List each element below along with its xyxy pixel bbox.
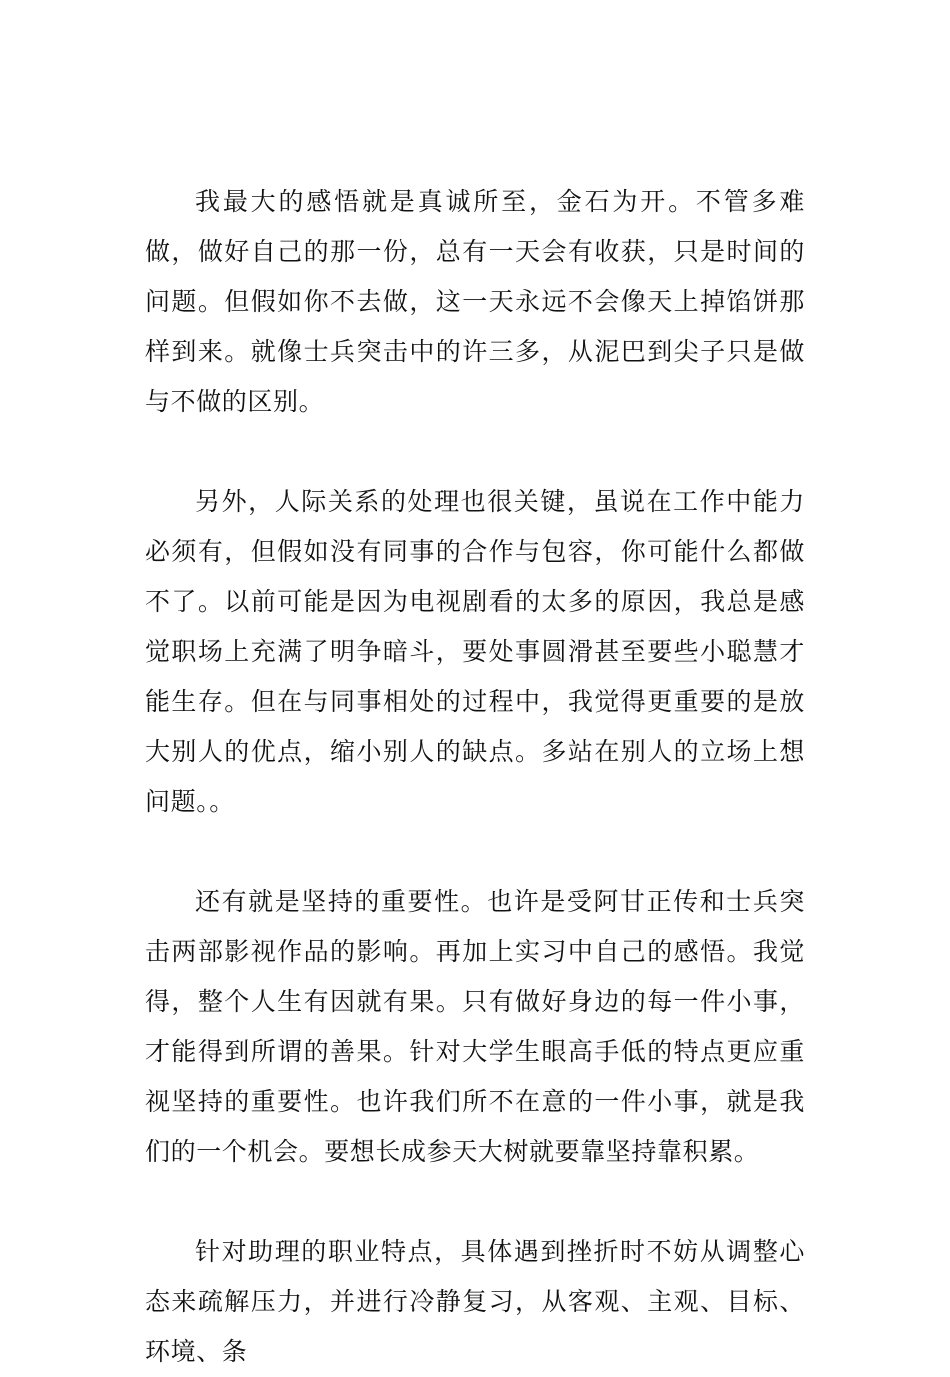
- paragraph-4: 针对助理的职业特点，具体遇到挫折时不妨从调整心态来疏解压力，并进行冷静复习，从客观、主观、目标、环境、条: [145, 1237, 805, 1366]
- paragraph-1: 我最大的感悟就是真诚所至，金石为开。不管多难做，做好自己的那一份，总有一天会有收获，只是时间的问题。但假如你不去做，这一天永远不会像天上掉馅饼那样到来。就像士兵突击中的许三多，从泥巴到尖子只是做与不做的区别。: [145, 187, 805, 416]
- paragraph-3: 还有就是坚持的重要性。也许是受阿甘正传和士兵突击两部影视作品的影响。再加上实习中自己的感悟。我觉得，整个人生有因就有果。只有做好身边的每一件小事，才能得到所谓的善果。针对大学生眼高手低的特点更应重视坚持的重要性。也许我们所不在意的一件小事，就是我们的一个机会。要想长成参天大树就要靠坚持靠积累。: [145, 887, 805, 1166]
- document-body: [145, 177, 805, 1377]
- paragraph-2: 另外，人际关系的处理也很关键，虽说在工作中能力必须有，但假如没有同事的合作与包容，你可能什么都做不了。以前可能是因为电视剧看的太多的原因，我总是感觉职场上充满了明争暗斗，要处事圆滑甚至要些小聪慧才能生存。但在与同事相处的过程中，我觉得更重要的是放大别人的优点，缩小别人的缺点。多站在别人的立场上想问题。。: [145, 487, 805, 816]
